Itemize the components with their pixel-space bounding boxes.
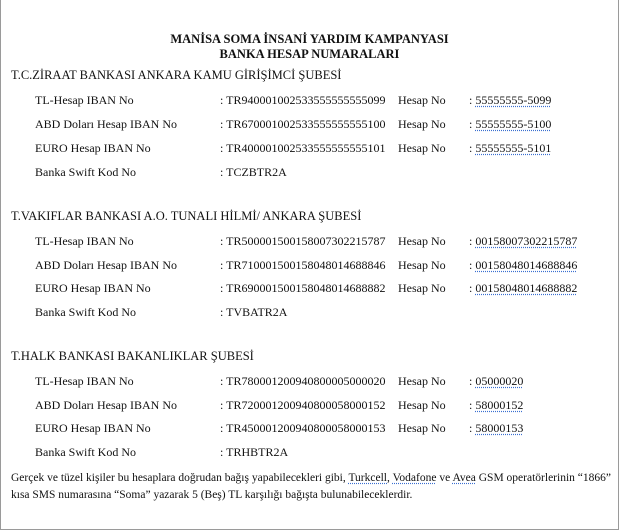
swift-row	[1, 445, 618, 461]
hesap-label: Hesap No	[398, 93, 446, 107]
row-label: ABD Doları Hesap IBAN No	[35, 117, 177, 131]
row-label: ABD Doları Hesap IBAN No	[35, 398, 177, 412]
iban-value: : TR780001200940800005000020	[220, 374, 386, 388]
account-row	[1, 421, 618, 437]
row-label: Banka Swift Kod No	[35, 305, 136, 319]
row-label: TL-Hesap IBAN No	[35, 374, 134, 388]
swift-value: : TRHBTR2A	[220, 445, 289, 459]
hesap-label: Hesap No	[398, 374, 446, 388]
hesap-value: : 58000153	[469, 421, 524, 435]
iban-value: : TR500001500158007302215787	[220, 234, 386, 248]
document-title	[1, 32, 618, 62]
row-label: EURO Hesap IBAN No	[35, 141, 151, 155]
hesap-label: Hesap No	[398, 398, 446, 412]
title-line-2: BANKA HESAP NUMARALARI	[219, 47, 400, 61]
account-row	[1, 117, 618, 133]
bank-name-ziraat: T.C.ZİRAAT BANKASI ANKARA KAMU GİRİŞİMCİ ŞUBESİ	[11, 68, 342, 82]
footer-text: ve	[436, 472, 453, 484]
iban-value: : TR450001200940800058000153	[220, 421, 386, 435]
iban-value: : TR940001002533555555555099	[220, 93, 386, 107]
swift-row	[1, 165, 618, 181]
account-row	[1, 93, 618, 109]
hesap-value: : 55555555-5100	[469, 117, 552, 131]
hesap-value: : 05000020	[469, 374, 524, 388]
account-row	[1, 398, 618, 414]
account-row	[1, 141, 618, 157]
footer-text: Gerçek ve tüzel kişiler bu hesaplara doğrudan bağış yapabilecekleri gibi,	[11, 472, 349, 484]
row-label: TL-Hesap IBAN No	[35, 93, 134, 107]
operator-turkcell: Turkcell	[348, 472, 387, 484]
hesap-label: Hesap No	[398, 258, 446, 272]
title-line-1: MANİSA SOMA İNSANİ YARDIM KAMPANYASI	[170, 32, 449, 46]
account-row	[1, 281, 618, 297]
hesap-label: Hesap No	[398, 117, 446, 131]
iban-value: : TR690001500158048014688882	[220, 281, 386, 295]
hesap-label: Hesap No	[398, 234, 446, 248]
account-row	[1, 234, 618, 250]
bank-name-halk: T.HALK BANKASI BAKANLIKLAR ŞUBESİ	[11, 349, 254, 363]
footer-text: GSM operatörlerinin “1866” kısa SMS numarasına “Soma” yazarak 5 (Beş) TL karşılığı bağışta bulunabileceklerdir.	[11, 472, 611, 501]
iban-value: : TR710001500158048014688846	[220, 258, 386, 272]
hesap-label: Hesap No	[398, 281, 446, 295]
account-row	[1, 258, 618, 274]
row-label: EURO Hesap IBAN No	[35, 281, 151, 295]
hesap-label: Hesap No	[398, 421, 446, 435]
row-label: Banka Swift Kod No	[35, 165, 136, 179]
swift-value: : TVBATR2A	[220, 305, 288, 319]
hesap-value: : 58000152	[469, 398, 524, 412]
footer-note	[11, 470, 611, 504]
iban-value: : TR400001002533555555555101	[220, 141, 386, 155]
account-row	[1, 374, 618, 390]
hesap-value: : 00158048014688882	[469, 281, 578, 295]
footer-text: ,	[387, 472, 393, 484]
swift-value: : TCZBTR2A	[220, 165, 287, 179]
row-label: TL-Hesap IBAN No	[35, 234, 134, 248]
operator-vodafone: Vodafone	[392, 472, 437, 484]
hesap-value: : 55555555-5099	[469, 93, 552, 107]
hesap-value: : 00158007302215787	[469, 234, 578, 248]
swift-row	[1, 305, 618, 321]
row-label: ABD Doları Hesap IBAN No	[35, 258, 177, 272]
hesap-value: : 00158048014688846	[469, 258, 578, 272]
iban-value: : TR670001002533555555555100	[220, 117, 386, 131]
row-label: Banka Swift Kod No	[35, 445, 136, 459]
iban-value: : TR720001200940800058000152	[220, 398, 386, 412]
hesap-label: Hesap No	[398, 141, 446, 155]
bank-name-vakiflar: T.VAKIFLAR BANKASI A.O. TUNALI HİLMİ/ ANKARA ŞUBESİ	[11, 209, 362, 223]
operator-avea: Avea	[452, 472, 476, 484]
row-label: EURO Hesap IBAN No	[35, 421, 151, 435]
hesap-value: : 55555555-5101	[469, 141, 552, 155]
